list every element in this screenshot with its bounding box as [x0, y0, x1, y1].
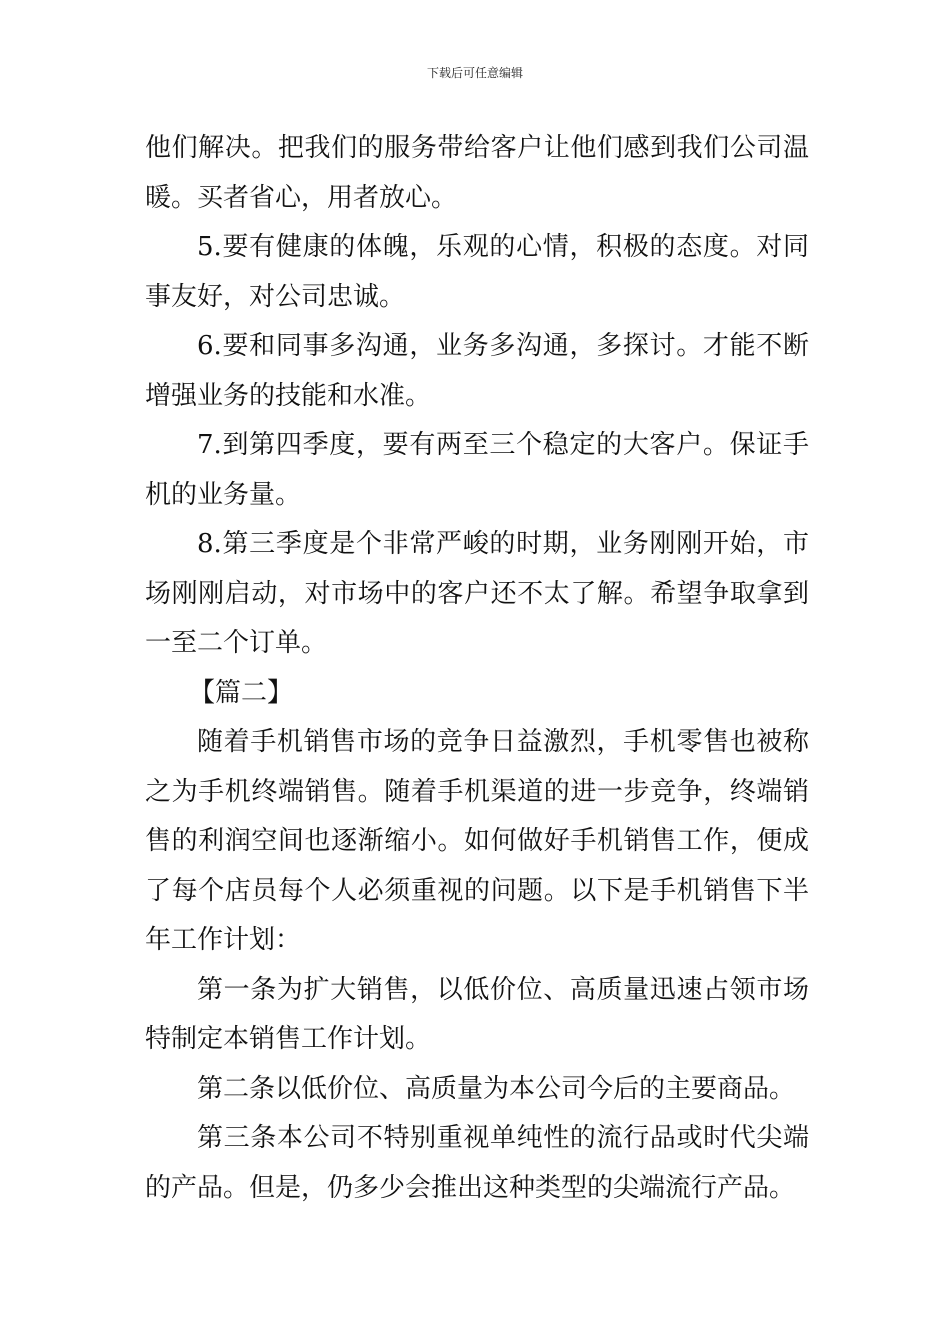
paragraph: 5.要有健康的体魄，乐观的心情，积极的态度。对同事友好，对公司忠诚。 [145, 232, 809, 312]
paragraph: 7.到第四季度，要有两至三个稳定的大客户。保证手机的业务量。 [145, 430, 809, 510]
paragraph: 第二条以低价位、高质量为本公司今后的主要商品。 [197, 1073, 796, 1104]
paragraph: 他们解决。把我们的服务带给客户让他们感到我们公司温暖。买者省心，用者放心。 [145, 133, 809, 213]
section-heading: 【篇二】 [189, 677, 294, 708]
paragraph: 第三条本公司不特别重视单纯性的流行品或时代尖端的产品。但是，仍多少会推出这种类型的尖端流行产品。 [145, 1123, 809, 1203]
document-body [145, 124, 809, 1213]
paragraph: 8.第三季度是个非常严峻的时期，业务刚刚开始，市场刚刚启动，对市场中的客户还不太了解。希望争取拿到一至二个订单。 [145, 529, 809, 658]
paragraph: 随着手机销售市场的竞争日益激烈，手机零售也被称之为手机终端销售。随着手机渠道的进一步竞争，终端销售的利润空间也逐渐缩小。如何做好手机销售工作，便成了每个店员每个人必须重视的问题。以下是手机销售下半年工作计划： [145, 727, 809, 955]
page-header: 下载后可任意编辑 [426, 66, 523, 80]
paragraph: 第一条为扩大销售，以低价位、高质量迅速占领市场特制定本销售工作计划。 [145, 974, 809, 1054]
paragraph: 6.要和同事多沟通，业务多沟通，多探讨。才能不断增强业务的技能和水准。 [145, 331, 809, 411]
